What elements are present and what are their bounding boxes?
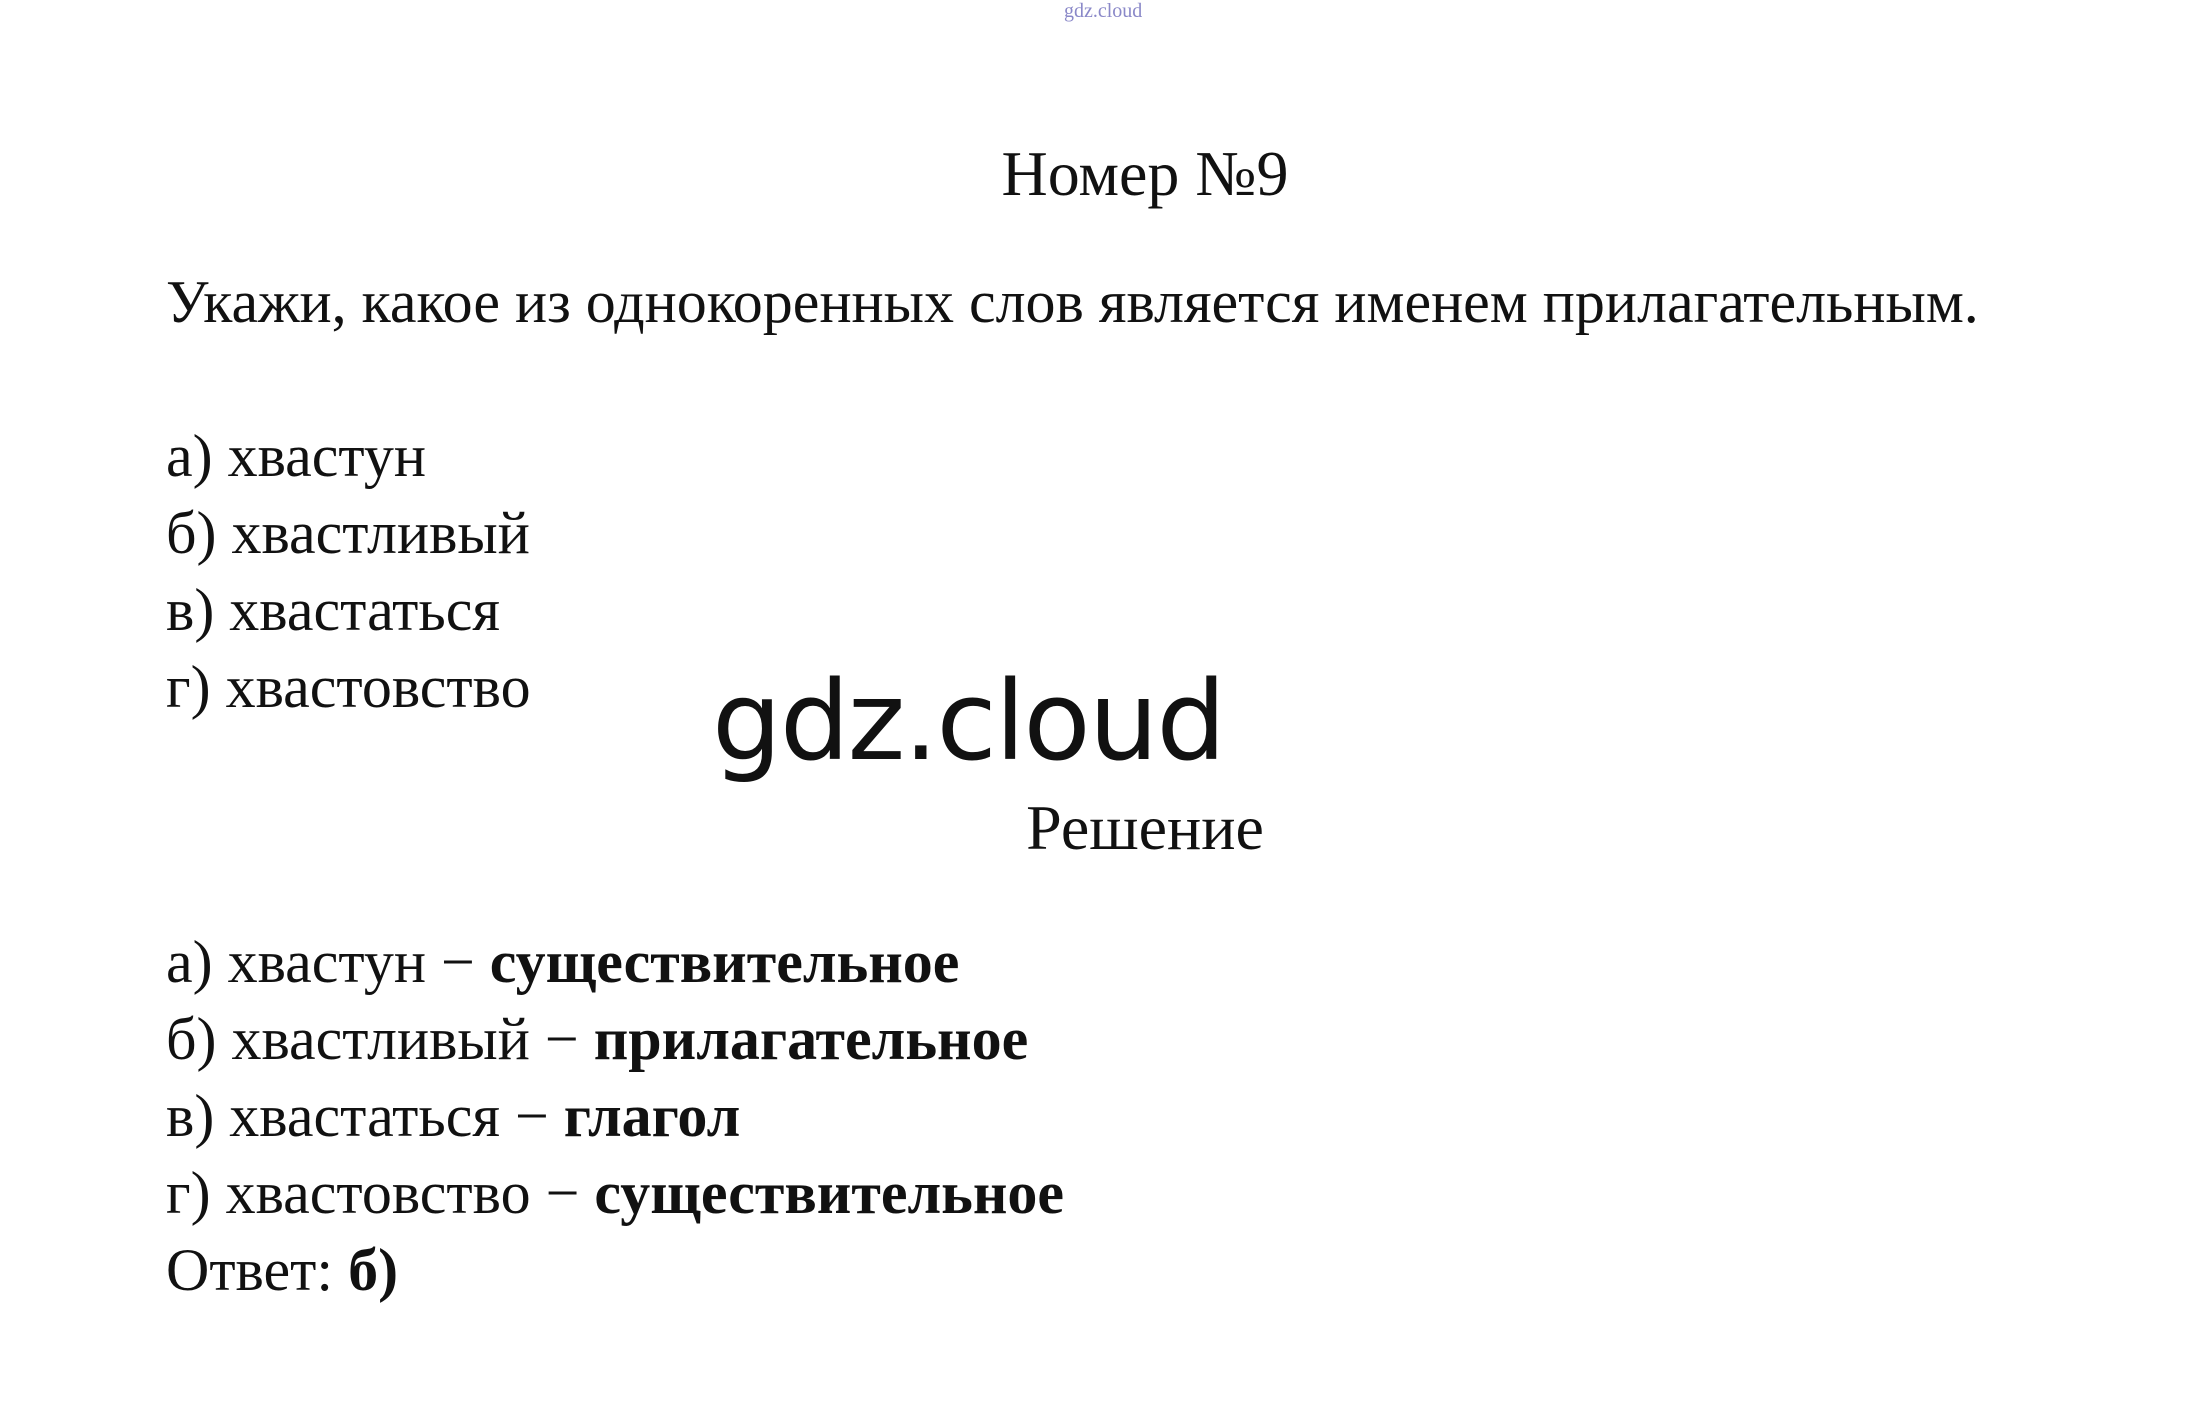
solution-list: [166, 924, 1064, 1309]
answer-label: Ответ:: [166, 1237, 349, 1303]
solution-title: Решение: [1026, 792, 1264, 863]
solution-pos: глагол: [563, 1083, 741, 1149]
watermark-small: gdz.cloud: [1064, 0, 1143, 22]
solution-line-g: [166, 1155, 1064, 1232]
option-g: г) хвастовство: [166, 654, 531, 720]
task-text: Укажи, какое из однокоренных слов является именем прилагательным.: [166, 269, 1979, 335]
task-statement: [166, 264, 2066, 341]
option-a: а) хвастун: [166, 423, 426, 489]
option-b: б) хвастливый: [166, 500, 530, 566]
page-title: Номер №9: [1001, 138, 1289, 209]
solution-pos: существительное: [489, 929, 960, 995]
solution-pos: существительное: [594, 1160, 1065, 1226]
solution-word: а) хвастун −: [166, 929, 490, 995]
watermark-logo: gdz.cloud: [712, 657, 1225, 785]
solution-line-b: [166, 1001, 1064, 1078]
solution-line-a: [166, 924, 1064, 1001]
solution-pos: прилагательное: [593, 1006, 1029, 1072]
answer-value: б): [348, 1237, 399, 1303]
answer-line: [166, 1232, 1064, 1309]
options-list: [166, 418, 531, 726]
solution-line-v: [166, 1078, 1064, 1155]
solution-word: в) хвастаться −: [166, 1083, 564, 1149]
option-v: в) хвастаться: [166, 577, 500, 643]
solution-word: г) хвастовство −: [166, 1160, 595, 1226]
solution-word: б) хвастливый −: [166, 1006, 594, 1072]
